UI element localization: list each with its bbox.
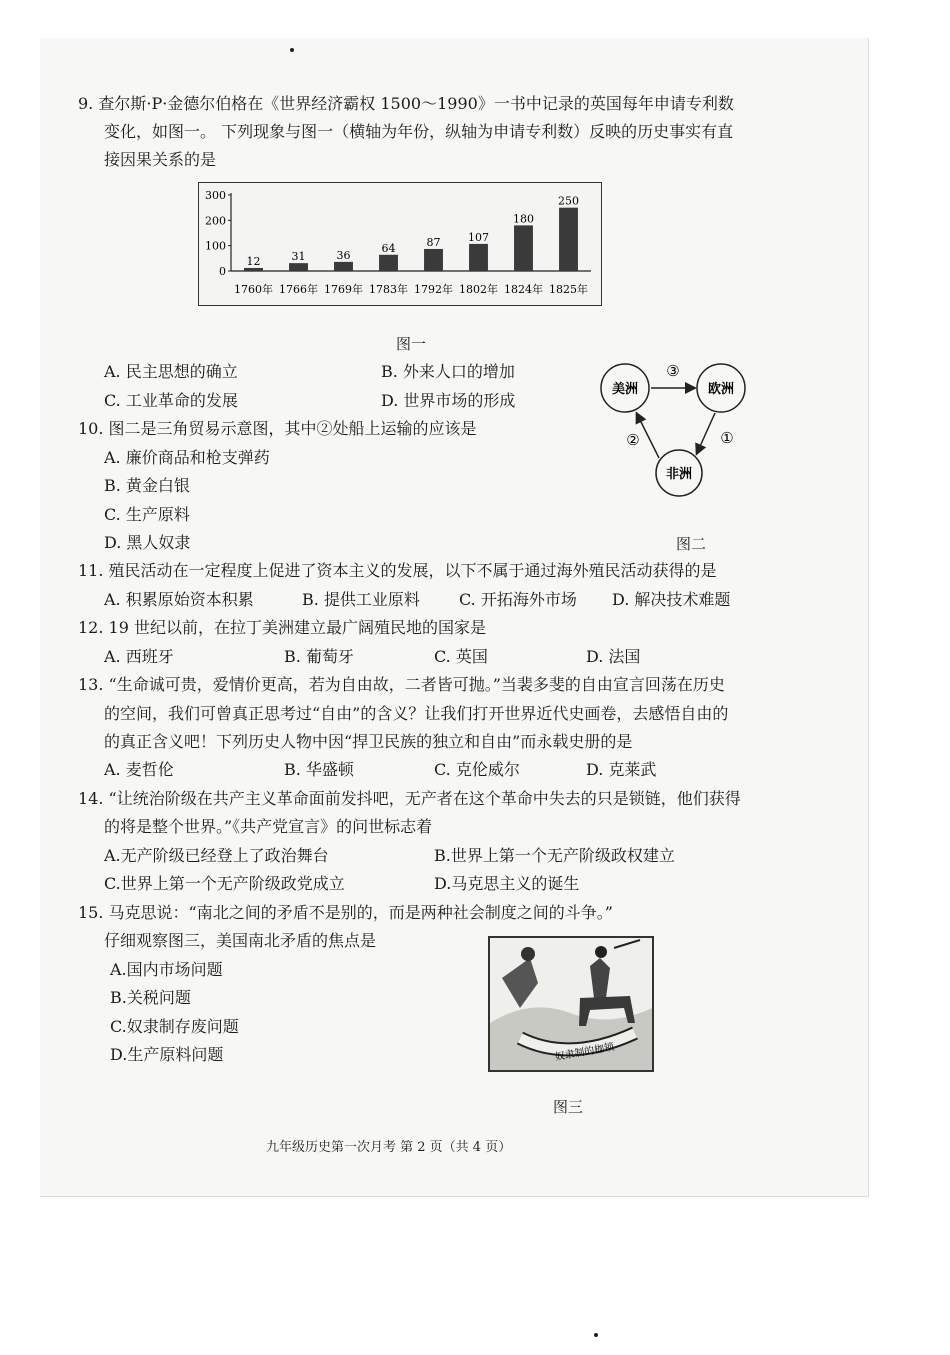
bar-value-label: 64: [381, 241, 396, 255]
arrow-label-1: ①: [720, 429, 734, 447]
arrow-label-2: ②: [626, 431, 640, 449]
q11-option-a: A. 积累原始资本积累: [104, 590, 254, 609]
q12-option-d: D. 法国: [586, 647, 641, 666]
figure-1-caption: 图一: [396, 335, 427, 353]
q12-line-1: 12. 19 世纪以前，在拉丁美洲建立最广阔殖民地的国家是: [78, 618, 486, 637]
x-tick-label: 1792年: [414, 283, 453, 296]
q13-line-3: 的真正含义吧！下列历史人物中因“捍卫民族的独立和自由”而永载史册的是: [104, 732, 633, 751]
bar: [244, 268, 263, 271]
q9-line-1: 9. 查尔斯·P·金德尔伯格在《世界经济霸权 1500～1990》一书中记录的英国每年申请专利数: [78, 94, 734, 113]
figure-1-bar-chart: [198, 182, 602, 306]
y-tick-label: 100: [205, 239, 226, 253]
bar: [334, 262, 353, 271]
slavery-cartoon-svg: [490, 938, 652, 1070]
q11-line-1: 11. 殖民活动在一定程度上促进了资本主义的发展，以下不属于通过海外殖民活动获得的是: [78, 561, 717, 580]
q13-option-a: A. 麦哲伦: [104, 760, 174, 779]
bar: [469, 244, 488, 271]
q15-line-1: 15. 马克思说：“南北之间的矛盾不是别的，而是两种社会制度之间的斗争。”: [78, 903, 613, 922]
q15-option-b: B.关税问题: [110, 988, 191, 1007]
q13-line-1: 13. “生命诚可贵，爱情价更高，若为自由故，二者皆可抛。”当裴多斐的自由宣言回荡在历史: [78, 675, 725, 694]
cartoon-rider: [590, 958, 610, 998]
scan-speck: [290, 48, 294, 52]
x-tick-label: 1769年: [324, 283, 363, 296]
bar: [559, 208, 578, 271]
q10-option-d: D. 黑人奴隶: [104, 533, 191, 552]
bar-value-label: 31: [291, 250, 306, 264]
figure-3-caption: 图三: [553, 1098, 584, 1116]
cartoon-figure-left: [502, 958, 538, 1008]
q11-option-d: D. 解决技术难题: [612, 590, 731, 609]
q13-option-d: D. 克莱武: [586, 760, 657, 779]
x-tick-label: 1802年: [459, 283, 498, 296]
q15-option-a: A.国内市场问题: [110, 960, 223, 979]
y-tick-label: 300: [205, 189, 226, 202]
x-tick-label: 1824年: [504, 283, 543, 296]
scan-speck: [594, 1333, 598, 1337]
q14-line-1: 14. “让统治阶级在共产主义革命面前发抖吧，无产者在这个革命中失去的只是锁链，他们获得: [78, 789, 741, 808]
cartoon-caption-text: 奴隶制的枷锁: [554, 1041, 616, 1064]
q10-option-c: C. 生产原料: [104, 505, 190, 524]
q9-option-c: C. 工业革命的发展: [104, 391, 238, 410]
bar-value-label: 250: [558, 194, 579, 208]
arrow-label-3: ③: [666, 362, 680, 380]
q12-option-a: A. 西班牙: [104, 647, 174, 666]
bar-value-label: 107: [468, 230, 489, 244]
q10-line-1: 10. 图二是三角贸易示意图，其中②处船上运输的应该是: [78, 419, 477, 438]
q13-option-b: B. 华盛顿: [284, 760, 354, 779]
bar: [424, 249, 443, 271]
arrow-europe-africa: [697, 413, 715, 453]
triangle-trade-svg: [595, 358, 765, 498]
q9-option-d: D. 世界市场的形成: [381, 391, 516, 410]
q14-line-2: 的将是整个世界。”《共产党宣言》的问世标志着: [104, 817, 433, 836]
q9-option-a: A. 民主思想的确立: [104, 362, 238, 381]
q13-option-c: C. 克伦威尔: [434, 760, 520, 779]
cartoon-sword: [614, 940, 640, 948]
q15-option-c: C.奴隶制存废问题: [110, 1017, 239, 1036]
x-tick-label: 1783年: [369, 283, 408, 296]
label-africa: 非洲: [665, 467, 693, 482]
q15-line-2: 仔细观察图三，美国南北矛盾的焦点是: [104, 931, 377, 950]
x-tick-label: 1825年: [549, 283, 588, 296]
bar-value-label: 36: [336, 248, 351, 262]
label-america: 美洲: [611, 382, 639, 397]
page-footer: 九年级历史第一次月考 第 2 页（共 4 页）: [266, 1140, 512, 1155]
bar-value-label: 12: [246, 254, 261, 268]
bar-value-label: 87: [426, 235, 441, 249]
q11-option-c: C. 开拓海外市场: [459, 590, 577, 609]
q15-option-d: D.生产原料问题: [110, 1045, 224, 1064]
q11-option-b: B. 提供工业原料: [302, 590, 420, 609]
q10-option-b: B. 黄金白银: [104, 476, 190, 495]
bar: [289, 263, 308, 271]
y-tick-label: 0: [219, 265, 226, 278]
q12-option-c: C. 英国: [434, 647, 488, 666]
q9-line-2: 变化，如图一。 下列现象与图一（横轴为年份，纵轴为申请专利数）反映的历史事实有直: [104, 122, 734, 141]
bar: [379, 255, 398, 271]
q14-option-b: B.世界上第一个无产阶级政权建立: [434, 846, 675, 865]
cartoon-head-rider: [595, 946, 607, 958]
q13-line-2: 的空间，我们可曾真正思考过“自由”的含义？让我们打开世界近代史画卷，去感悟自由的: [104, 704, 729, 723]
x-tick-label: 1766年: [279, 283, 318, 296]
q10-option-a: A. 廉价商品和枪支弹药: [104, 448, 270, 467]
x-tick-label: 1760年: [234, 283, 273, 296]
patent-chart-svg: [199, 183, 601, 305]
figure-2-caption: 图二: [676, 535, 707, 553]
cartoon-head-left: [521, 947, 535, 961]
q9-option-b: B. 外来人口的增加: [381, 362, 515, 381]
q12-option-b: B. 葡萄牙: [284, 647, 354, 666]
label-europe: 欧洲: [707, 382, 735, 397]
bar: [514, 225, 533, 271]
y-tick-label: 200: [205, 214, 226, 228]
bar-value-label: 180: [513, 212, 534, 226]
q14-option-d: D.马克思主义的诞生: [434, 874, 580, 893]
arrow-africa-america: [637, 414, 659, 458]
q14-option-c: C.世界上第一个无产阶级政党成立: [104, 874, 345, 893]
q14-option-a: A.无产阶级已经登上了政治舞台: [104, 846, 329, 865]
figure-3-cartoon: [488, 936, 654, 1072]
q9-line-3: 接因果关系的是: [104, 150, 217, 169]
figure-2-triangle-trade: [595, 358, 765, 498]
